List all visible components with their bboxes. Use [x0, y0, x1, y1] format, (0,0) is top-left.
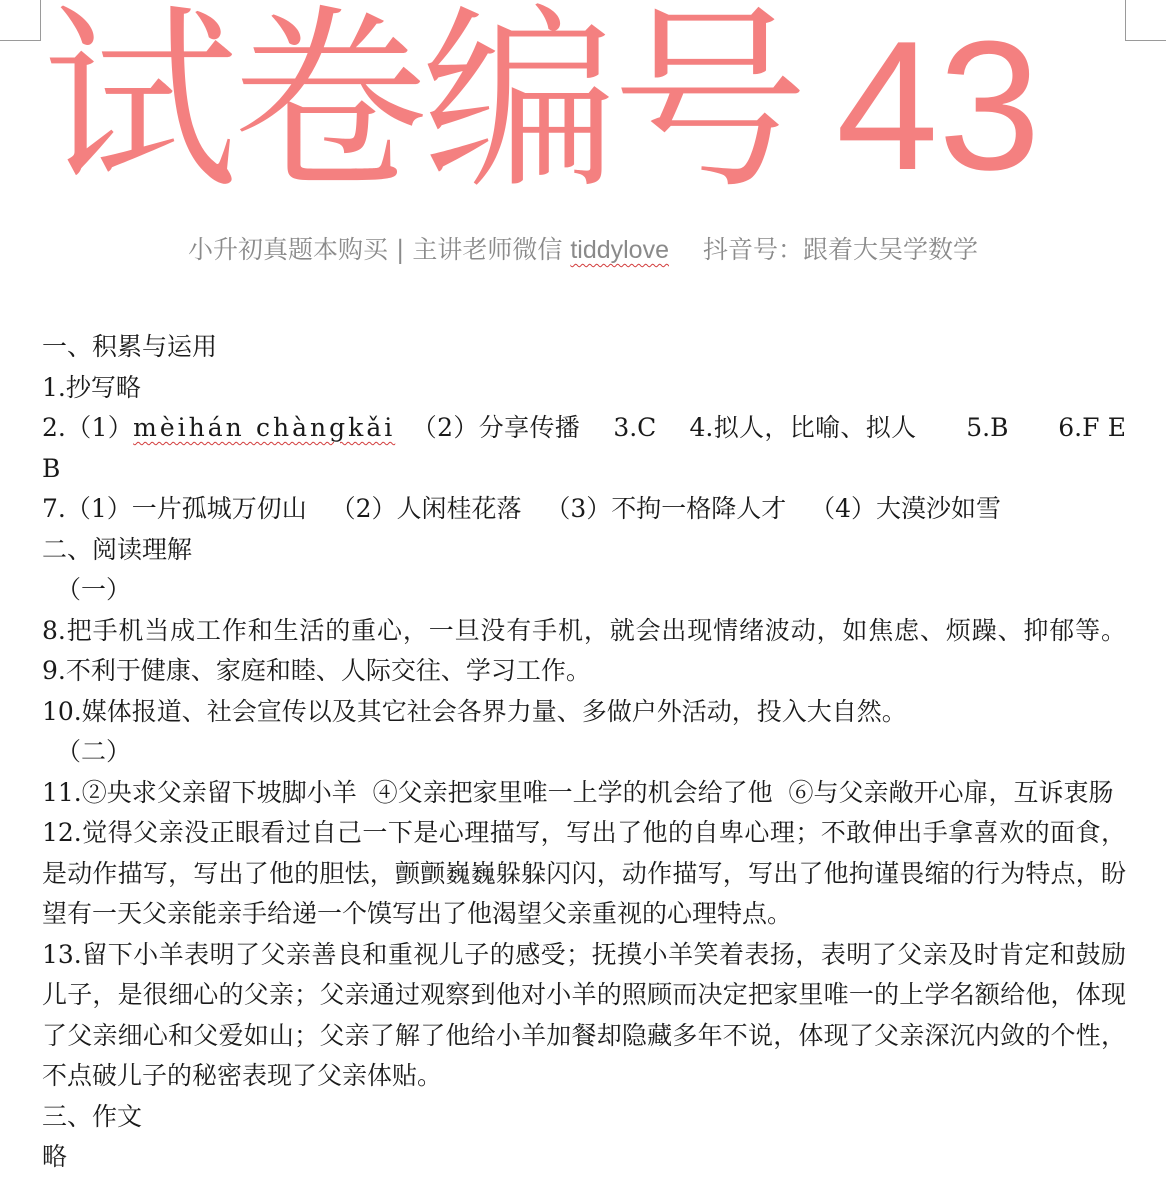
answer-q2-rest: （2）分享传播 3.C 4.拟人，比喻、拟人 5.B 6.F E B: [42, 413, 1134, 483]
answer-q2-prefix: 2.（1）: [42, 413, 134, 442]
answer-q8-q9: 8.把手机当成工作和生活的重心，一旦没有手机，就会出现情绪波动，如焦虑、烦躁、抑郁等。 9.不利于健康、家庭和睦、人际交往、学习工作。: [42, 615, 1142, 685]
promo-purchase-text: 小升初真题本购买 | 主讲老师微信: [188, 235, 563, 264]
paper-number-banner: [42, 0, 1041, 216]
reading-subsection-two: （二）: [56, 737, 132, 766]
answer-q12: 12.觉得父亲没正眼看过自己一下是心理描写，写出了他的自卑心理；不敢伸出手拿喜欢的面食，是动作描写，写出了他的胆怯，颤颤巍巍躲躲闪闪，动作描写，写出了他拘谨畏缩的行为特点，盼望有一天父亲能亲手给递一个馍写出了他渴望父亲重视的心理特点。: [42, 818, 1126, 928]
page-corner-mark-left: [0, 0, 41, 41]
answer-q11: 11.②央求父亲留下坡脚小羊 ④父亲把家里唯一上学的机会给了他 ⑥与父亲敞开心扉，互诉衷肠: [42, 777, 1114, 807]
answer-key: [42, 327, 1142, 1178]
promo-line: [0, 230, 1166, 266]
answer-q2-to-q6: [42, 408, 1134, 489]
banner-paper-number: 43: [836, 2, 1041, 208]
reading-subsection-one: （一）: [56, 575, 132, 604]
section-title-composition: 三、作文: [42, 1101, 143, 1131]
section-title-reading: 二、阅读理解: [42, 534, 193, 564]
promo-wechat-id: tiddylove: [570, 236, 669, 264]
section-title-accumulation: 一、积累与运用: [42, 332, 218, 361]
page-corner-mark-right: [1125, 0, 1166, 41]
answer-q7: 7.（1）一片孤城万仞山 （2）人闲桂花落 （3）不拘一格降人才 （4）大漠沙如雪: [42, 494, 1001, 523]
answer-q10: 10.媒体报道、社会宣传以及其它社会各界力量、多做户外活动，投入大自然。: [42, 696, 907, 726]
answer-q1: 1.抄写略: [42, 372, 141, 402]
promo-douyin-text: 抖音号：跟着大吴学数学: [702, 235, 978, 264]
banner-title-text: 试卷编号: [42, 0, 803, 216]
answer-essay: 略: [42, 1142, 68, 1171]
answer-q2-pinyin: mèihán chàngkǎi: [133, 413, 396, 442]
answer-q13: 13.留下小羊表明了父亲善良和重视儿子的感受；抚摸小羊笑着表扬，表明了父亲及时肯定和鼓励儿子，是很细心的父亲；父亲通过观察到他对小羊的照顾而决定把家里唯一的上学名额给他，体现了父亲细心和父爱如山；父亲了解了他给小羊加餐却隐藏多年不说，体现了父亲深沉内敛的个性，不点破儿子的秘密表现了父亲体贴。: [42, 939, 1126, 1090]
